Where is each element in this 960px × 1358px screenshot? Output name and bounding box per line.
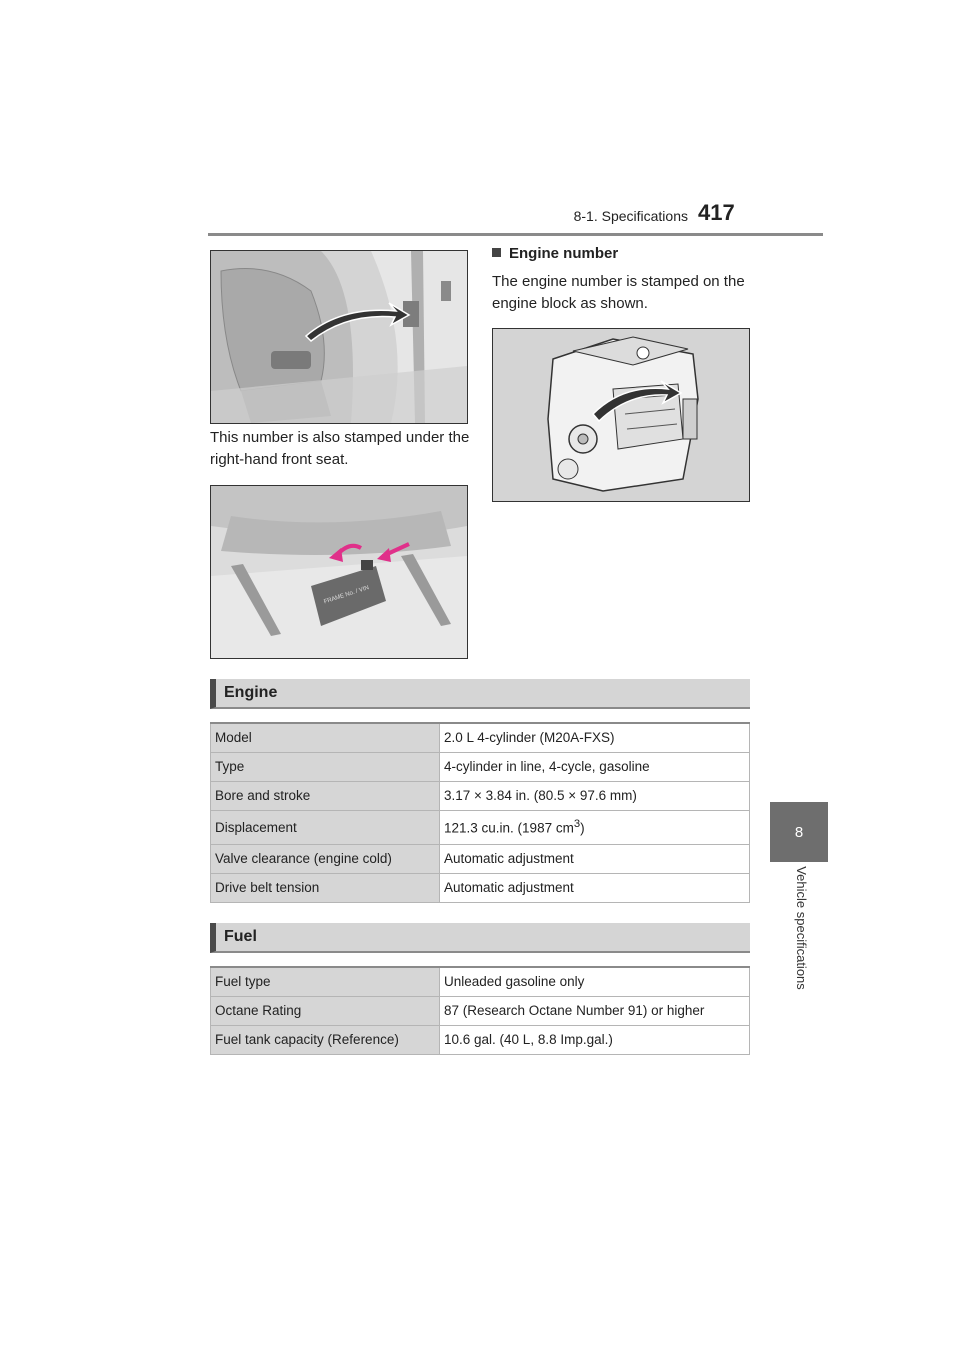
engine-spec-table <box>210 722 750 903</box>
displacement-value: 121.3 cu.in. (1987 cm <box>444 820 574 836</box>
engine-block-figure <box>492 328 750 502</box>
superscript-3: 3 <box>573 818 581 831</box>
engine-section-title: Engine <box>224 684 278 701</box>
spec-label: Valve clearance (engine cold) <box>211 844 440 873</box>
spec-label: Fuel tank capacity (Reference) <box>211 1025 440 1054</box>
fuel-section-title: Fuel <box>224 928 257 945</box>
spec-value: Unleaded gasoline only <box>440 967 750 996</box>
bullet-square-icon <box>492 248 501 257</box>
spec-value: Automatic adjustment <box>440 844 750 873</box>
under-seat-illustration <box>211 486 467 658</box>
spec-label: Displacement <box>211 810 440 844</box>
engine-number-heading: Engine number <box>492 245 618 262</box>
table-row <box>211 781 750 810</box>
table-row <box>211 996 750 1025</box>
header-rule <box>208 233 823 236</box>
seat-stamp-caption: This number is also stamped under the right-hand front seat. <box>210 429 470 468</box>
engine-number-text: The engine number is stamped on the engine block as shown. <box>492 273 745 312</box>
spec-label: Bore and stroke <box>211 781 440 810</box>
spec-value: 10.6 gal. (40 L, 8.8 Imp.gal.) <box>440 1025 750 1054</box>
chapter-tab-label: Vehicle specifications <box>794 866 809 990</box>
fuel-spec-table <box>210 966 750 1055</box>
spec-label: Octane Rating <box>211 996 440 1025</box>
spec-value: 2.0 L 4-cylinder (M20A-FXS) <box>440 723 750 752</box>
table-row <box>211 1025 750 1054</box>
table-row <box>211 873 750 902</box>
table-row <box>211 810 750 844</box>
table-row <box>211 967 750 996</box>
spec-value: 4-cylinder in line, 4-cycle, gasoline <box>440 752 750 781</box>
spec-label: Type <box>211 752 440 781</box>
engine-block-illustration <box>493 329 749 501</box>
spec-label: Fuel type <box>211 967 440 996</box>
table-row <box>211 723 750 752</box>
table-row <box>211 844 750 873</box>
page-number: 417 <box>698 200 735 225</box>
header-section-title: 8-1. Specifications <box>573 208 688 224</box>
engine-section-heading <box>210 679 750 709</box>
door-pillar-illustration <box>211 251 467 423</box>
table-row <box>211 752 750 781</box>
spec-value: 87 (Research Octane Number 91) or higher <box>440 996 750 1025</box>
door-pillar-figure <box>210 250 468 424</box>
spec-label: Drive belt tension <box>211 873 440 902</box>
under-seat-figure <box>210 485 468 659</box>
displacement-value-end: ) <box>580 820 585 836</box>
spec-value: Automatic adjustment <box>440 873 750 902</box>
spec-value <box>440 810 750 844</box>
frame-plate-text: FRAME No. / VIN <box>323 585 370 606</box>
chapter-tab-number: 8 <box>794 823 804 841</box>
fuel-section-heading <box>210 923 750 953</box>
spec-label: Model <box>211 723 440 752</box>
spec-value: 3.17 × 3.84 in. (80.5 × 97.6 mm) <box>440 781 750 810</box>
